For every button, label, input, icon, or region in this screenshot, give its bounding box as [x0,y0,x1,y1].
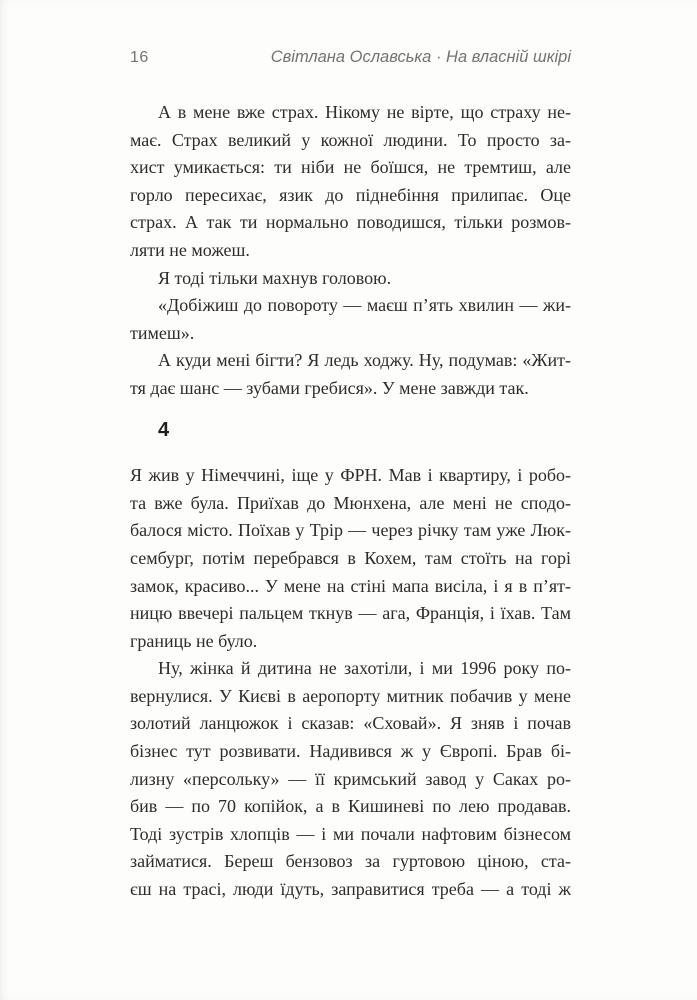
paragraph [130,265,571,293]
text-line: вернулися. У Києві в аеропорту митник побачив у мене [130,685,571,706]
text-body [130,99,571,904]
section-number: 4 [158,418,170,441]
text-line: ницю ввечері пальцем ткнув — ага, Франція, і їхав. Там [130,603,571,624]
text-line: Ну, жінка й дитина не захотіли, і ми 1996 року по- [158,658,571,679]
text-line: та вже була. Приїхав до Мюнхена, але мені не сподо- [130,492,571,513]
text-line: сембург, потім перебрався в Кохем, там стоїть на горі [130,547,571,568]
paragraph [130,462,571,655]
page-header [130,48,571,67]
text-line: займатися. Береш бензовоз за гуртовою ціною, ста- [130,851,571,872]
text-line: бив — по 70 копійок, а в Кишиневі по лею продавав. [130,796,571,817]
text-line: Тоді зустрів хлопців — і ми почали нафтовим бізнесом [130,823,571,844]
text-line: Я жив у Німеччині, іще у ФРН. Мав і квартиру, і робо- [130,465,571,486]
text-line: «Добіжиш до повороту — маєш п’ять хвилин — жи- [158,295,571,316]
text-line: балося місто. Поїхав у Трір — через річку там уже Люк- [130,520,571,541]
text-line: А куди мені бігти? Я ледь ходжу. Ну, подумав: «Жит- [158,350,571,371]
text-line: замок, красиво... У мене на стіні мапа висіла, і я в п’ят- [130,575,571,596]
text-line: тимеш». [130,322,195,343]
text-line: А в мене вже страх. Нікому не вірте, що страху не- [158,102,571,122]
text-line: Я тоді тільки махнув головою. [158,267,392,288]
text-line: хист умикається: ти ніби не боїшся, не тремтиш, але [130,157,571,178]
text-line: страх. А так ти нормально поводишся, тільки розмов- [130,212,571,233]
text-line: границь не було. [130,630,258,651]
text-line: золотий ланцюжок і сказав: «Сховай». Я зняв і почав [130,713,571,734]
paragraph [130,347,571,402]
paragraph [130,99,571,265]
page-number: 16 [130,49,149,66]
text-line: має. Страх великий у кожної людини. То просто за- [130,129,571,150]
text-line: ляти не можеш. [130,239,250,260]
paragraph [130,292,571,347]
running-title: Світлана Ославська · На власній шкірі [270,48,571,66]
paragraph [130,655,571,903]
text-line: тя дає шанс — зубами гребися». У мене завжди так. [130,377,529,398]
text-line: єш на трасі, люди їдуть, заправитися треба — а тоді ж [130,879,571,900]
text-line: горло пересихає, язик до піднебіння прилипає. Оце [130,184,571,205]
text-line: бізнес тут розвивати. Надивився ж у Європі. Брав бі- [130,741,571,762]
text-line: лизну «персольку» — її кримський завод у Саках ро- [130,768,571,789]
